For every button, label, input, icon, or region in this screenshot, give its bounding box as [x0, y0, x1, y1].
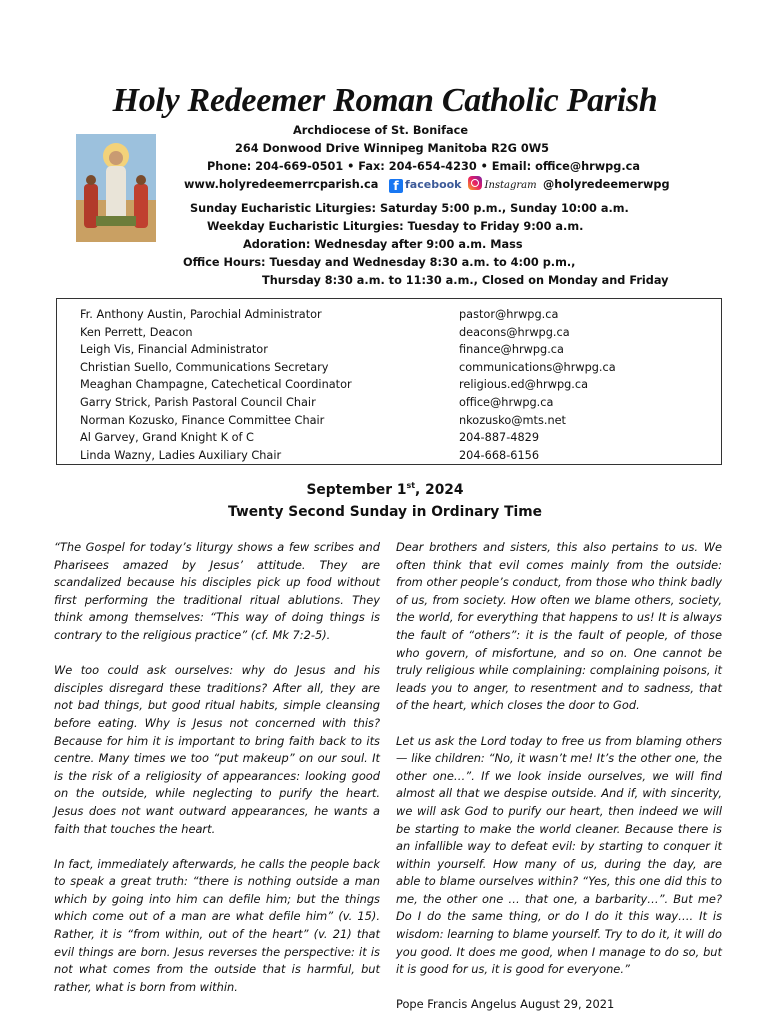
website-link[interactable]: www.holyredeemerrcparish.ca	[184, 178, 379, 191]
religious-painting-icon	[76, 134, 156, 242]
weekday-liturgies: Weekday Eucharistic Liturgies: Tuesday to Friday 9:00 a.m.	[207, 220, 584, 233]
address: 264 Donwood Drive Winnipeg Manitoba R2G 0W5	[235, 142, 550, 155]
reflection-paragraph: In fact, immediately afterwards, he calls the people back to speak a great truth: “there is nothing outside a man which by going into him can defile him; but the things which come out of a man are what defile him” (v. 15). Rather, it is “from within, out of the heart” (v. 21) that evil things are born. Jesus reverses the perspective: it is not what comes from the outside that is harmful, but rather, what is born from within.	[54, 856, 380, 994]
date-day: September 1	[306, 482, 407, 498]
parish-title: Holy Redeemer Roman Catholic Parish	[112, 82, 658, 119]
staff-name: Al Garvey, Grand Knight K of C	[80, 431, 254, 445]
staff-contact[interactable]: finance@hrwpg.ca	[459, 343, 564, 357]
staff-contact: 204-668-6156	[459, 448, 540, 462]
office-hours-line-2: Thursday 8:30 a.m. to 11:30 a.m., Closed on Monday and Friday	[262, 274, 669, 287]
facebook-icon[interactable]: f	[389, 179, 403, 193]
facebook-label[interactable]: facebook	[405, 178, 462, 191]
staff-contact[interactable]: nkozusko@mts.net	[459, 413, 566, 427]
staff-name: Linda Wazny, Ladies Auxiliary Chair	[80, 448, 282, 462]
reflection-signature: Pope Francis Angelus August 29, 2021	[396, 997, 615, 1012]
staff-contact[interactable]: religious.ed@hrwpg.ca	[459, 378, 589, 392]
date-suffix: st	[406, 481, 416, 490]
staff-contact[interactable]: communications@hrwpg.ca	[459, 360, 616, 374]
reflection-paragraph: Let us ask the Lord today to free us from blaming others — like children: “No, it wasn’t me! It’s the other one, the other one…”. If we look inside ourselves, we will find almost all that we despise outside. And if, with sincerity, we will ask God to purify our heart, then indeed we will be starting to make the world cleaner. Because there is an infallible way to defeat evil: by starting to conquer it within yourself. How many of us, during the day, are able to blame ourselves within? “Yes, this one did this to me, the other one … that one, a barbarity…”. But me? Do I do the same thing, or do I do it this way…. It is wisdom: learning to blame yourself. Try to do it, it will do you good. It does me good, when I manage to do so, but it is good for us, it is good for everyone.”	[396, 733, 722, 977]
reflection-left-column	[54, 539, 380, 1014]
staff-contacts	[459, 306, 616, 464]
staff-name: Ken Perrett, Deacon	[80, 325, 193, 339]
staff-names	[80, 306, 352, 464]
archdiocese: Archdiocese of St. Boniface	[293, 124, 469, 137]
office-hours-line-1: Office Hours: Tuesday and Wednesday 8:30 a.m. to 4:00 p.m.,	[183, 256, 576, 269]
staff-contact[interactable]: pastor@hrwpg.ca	[459, 308, 559, 321]
adoration: Adoration: Wednesday after 9:00 a.m. Mass	[243, 238, 523, 251]
date-year: , 2024	[415, 482, 464, 498]
bulletin-date	[0, 475, 770, 523]
staff-name: Fr. Anthony Austin, Parochial Administrator	[80, 308, 322, 321]
staff-name: Christian Suello, Communications Secretary	[80, 360, 329, 374]
staff-name: Garry Strick, Parish Pastoral Council Chair	[80, 395, 316, 409]
social-handle[interactable]: @holyredeemerwpg	[543, 178, 670, 191]
staff-name: Meaghan Champagne, Catechetical Coordinator	[80, 378, 352, 392]
staff-contact[interactable]: office@hrwpg.ca	[459, 395, 554, 409]
reflection-paragraph: “The Gospel for today’s liturgy shows a few scribes and Pharisees amazed by Jesus’ attitude. They are scandalized because his disciples pick up food without first performing the traditional ritual ablutions. They think among themselves: “This way of doing things is contrary to the religious practice” (cf. Mk 7:2-5).	[54, 540, 380, 642]
reflection-right-column	[396, 539, 722, 1032]
contact-line: Phone: 204-669-0501 • Fax: 204-654-4230 • Email: office@hrwpg.ca	[207, 160, 640, 173]
staff-contact[interactable]: deacons@hrwpg.ca	[459, 325, 570, 339]
instagram-label[interactable]: Instagram	[484, 180, 537, 191]
reflection-paragraph: We too could ask ourselves: why do Jesus and his disciples disregard these traditions? After all, they are not bad things, but good ritual habits, simple cleansing before eating. Why is Jesus not concerned with this? Because for him it is important to bring faith back to its centre. Many times we too “put makeup” on our soul. It is the risk of a religiosity of appearances: looking good on the outside, while neglecting to purify the heart. Jesus does not want outward appearances, he wants a faith that touches the heart.	[54, 663, 380, 836]
staff-contact: 204-887-4829	[459, 431, 540, 445]
staff-directory	[56, 298, 722, 465]
staff-name: Leigh Vis, Financial Administrator	[80, 343, 268, 357]
reflection-paragraph: Dear brothers and sisters, this also pertains to us. We often think that evil comes mainly from the outside: from other people’s conduct, from those who think badly of us, from society. How often we blame others, society, the world, for everything that happens to us! It is always the fault of “others”: it is the fault of people, of those who govern, of misfortune, and so on. One cannot be truly religious while complaining: complaining poisons, it leads you to anger, to resentment and to sadness, that of the heart, which closes the door to God.	[396, 540, 722, 713]
staff-name: Norman Kozusko, Finance Committee Chair	[80, 413, 325, 427]
instagram-icon[interactable]	[468, 176, 482, 190]
sunday-liturgies: Sunday Eucharistic Liturgies: Saturday 5:00 p.m., Sunday 10:00 a.m.	[190, 202, 629, 215]
liturgical-occasion: Twenty Second Sunday in Ordinary Time	[228, 504, 542, 520]
